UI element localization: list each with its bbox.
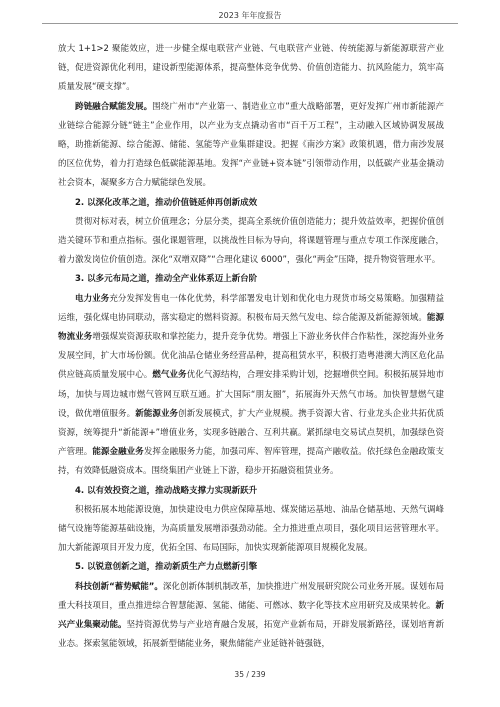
paragraph-innovation: [58, 578, 444, 655]
lead-tech: 科技创新“蓄势赋能”。: [75, 581, 163, 592]
lead-gas: 燃气业务: [152, 370, 187, 381]
page-number: 35 / 239: [234, 670, 266, 679]
section-heading-3: 3. 以多元布局之道，推动全产业体系迈上新台阶: [75, 274, 258, 285]
text-finance: 发挥金融服务力能，加强司库、智库管理，提高产融收益。依托绿色金融政策支持，有效降低融资成本。围绕集团产业链上下游，稳步开拓融资租赁业务。: [58, 447, 444, 477]
text-cross-chain: 围绕广州市“产业第一、制造业立市”重大战略部署，更好发挥广州市新能源产业链综合能源分链“链主”企业作用，以产业为支点撬动省市“百千万工程”，主动融入区域协调发展战略，助推新能源、综合能源、储能、氢能等产业集群建设。把握《南沙方案》政策机遇，借力南沙发展的区位优势，着力打造绿色低碳能源基地。发挥“产业链+资本链”引领带动作用，以低碳产业基金撬动社会资本，凝聚多方合力赋能绿色发展。: [58, 101, 444, 189]
text-tech: 深化创新体制机制改革，加快推进广州发展研究院公司业务开展。谋划布局重大科技项目，重点推进综合智慧能源、氢能、储能、可燃冰、数字化等技术应用研究及成果转化。: [58, 581, 444, 611]
paragraph-investment: 积极拓展本地能源设施，加快建设电力供应保障基地、煤炭储运基地、油品仓储基地、天然气调峰储气设施等能源基础设施，为高质量发展增添强劲动能。全力推进重点项目，强化项目运营管理水平。加大新能源项目开发力度，优拓全国、布局国际，加快实现新能源项目规模化发展。: [58, 504, 444, 554]
page-header: 2023 年年度报告: [218, 11, 282, 20]
lead-cross-chain: 跨链融合赋能发展。: [75, 101, 153, 112]
lead-finance: 能源金融业务: [92, 447, 144, 458]
text-new-energy: 创新发展模式，扩大产业规模。携手资源大省、行业龙头企业共拓优质资源，统筹提升“新能源+”增值业务，实现多链融合、互利共赢。紧抓绿电交易试点契机，加强绿色资产管理。: [58, 408, 444, 458]
paragraph-cross-chain: [58, 98, 444, 194]
section-heading-4: 4. 以有效投资之道，推动战略支撑力实现新跃升: [75, 485, 258, 496]
lead-power: 电力业务: [75, 293, 110, 304]
report-body: [58, 40, 444, 655]
text-power: 充分发挥发售电一体化优势，科学部署发电计划和优化电力现货市场交易策略。加强精益运维，强化煤电协同联动，落实稳定的燃料资源。积极布局天然气发电、综合能源及新能源领域。: [58, 293, 444, 323]
text-gas: 优化气源结构，合理安排采购计划，挖掘增供空间。积极拓展异地市场，加快与周边城市燃气管网互联互通。扩大国际“朋友圈”，拓展海外天然气市场。加快智慧燃气建设，做优增值服务。: [58, 370, 444, 419]
section-heading-2: 2. 以深化改革之道，推动价值链延伸再创新成效: [75, 197, 258, 208]
header-divider: [42, 23, 458, 24]
paragraph-intro: 放大 1+1>2 聚能效应，进一步健全煤电联营产业链、气电联营产业链、传统能源与新能源联营产业链，促进资源优化利用，建设新型能源体系，提高整体竞争优势、价值创造能力、抗风险能力，筑牢高质量发展“硬支撑”。: [58, 44, 444, 93]
lead-new-energy: 新能源业务: [135, 408, 179, 419]
paragraph-business: [58, 290, 444, 482]
lead-emerging: 新兴产业集聚动能。: [58, 600, 444, 631]
text-emerging: 坚持资源优势与产业培育融合发展，拓宽产业新布局，开辟发展新路径，谋划培育新业态。探索氢能领域，拓展新型储能业务，聚焦储能产业延链补链强链，: [58, 620, 444, 650]
text-logistics: 增强煤炭资源获取和掌控能力，提升竞争优势。增强上下游业务伙伴合作粘性，深挖海外业务发展空间，扩大市场份额。优化油品仓储业务经营品种，提高租赁水平，积极打造粤港澳大湾区危化品供应链高质量发展中心。: [58, 332, 444, 381]
section-heading-5: 5. 以锐意创新之道，推动新质生产力点燃新引擎: [75, 562, 258, 573]
lead-logistics: 能源物流业务: [58, 312, 444, 343]
paragraph-reform: 贯彻对标对表，树立价值理念；分层分类，提高全系统价值创造能力；提升效益效率，把握价值创造关键环节和重点指标。强化课题管理，以挑战性目标为导向，将课题管理与重点专项工作深度融合，着力激发岗位价值创造。深化“双增双降”“合理化建议 6000”，强化“两金”压降，提升物资管理水平。: [58, 216, 444, 266]
